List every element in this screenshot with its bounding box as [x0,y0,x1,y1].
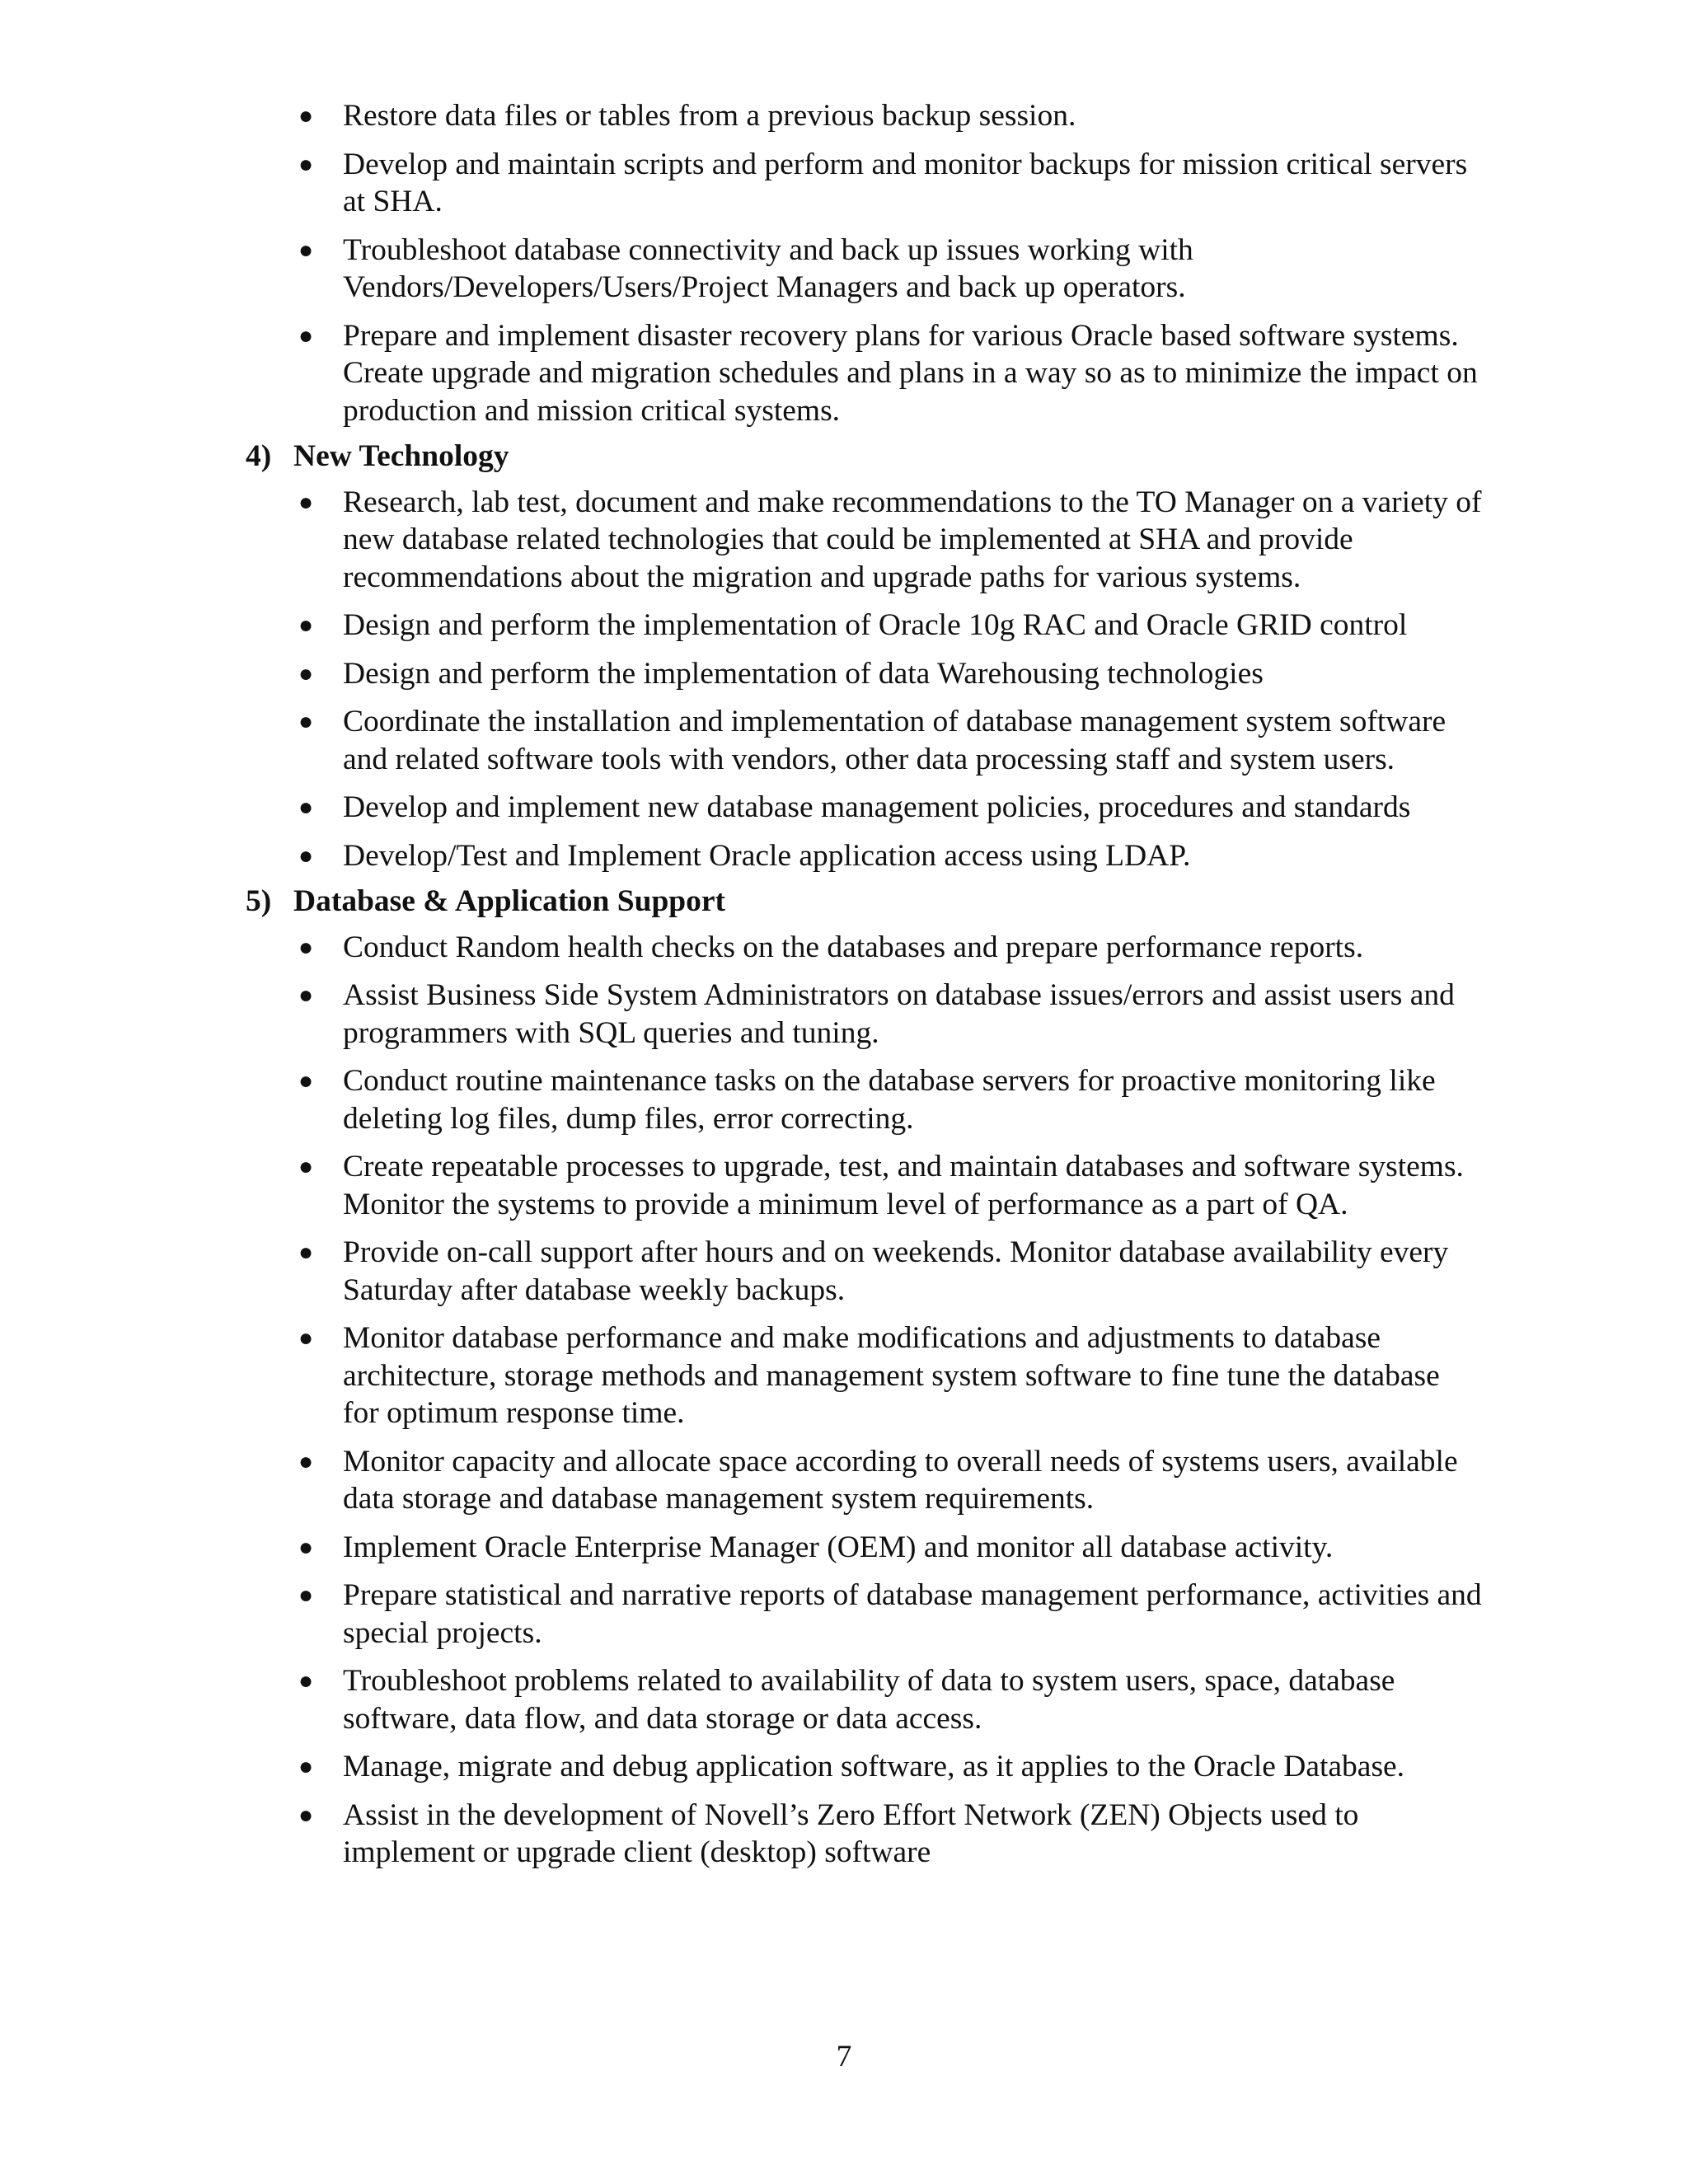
bullet-icon: ● [298,933,314,961]
bullet-icon: ● [298,150,314,178]
list-item: ● Design and perform the implementation of Oracle 10g RAC and Oracle GRID control [246,607,1482,644]
list-item: ● Assist Business Side System Administrators on database issues/errors and assist users and programmers with SQL queries and tuning. [298,978,1455,1050]
bullet-icon: ● [298,1801,314,1829]
list-item: ● Assist in the development of Novell’s Zero Effort Network (ZEN) Objects used to implement or upgrade client (desktop) software [298,1797,1359,1869]
bullet-icon: ● [298,1239,314,1266]
list-item: ● Develop/Test and Implement Oracle application access using LDAP. [246,837,1482,875]
bullet-icon: ● [298,1533,314,1561]
bullet-icon: ● [298,321,314,349]
bullet-icon: ● [298,488,314,516]
list-item: ● Monitor capacity and allocate space according to overall needs of systems users, available data storage and database management system requirements. [298,1444,1458,1516]
bullet-icon: ● [298,102,314,129]
list-item: ● Conduct routine maintenance tasks on the database servers for proactive monitoring like deleting log files, dump files, error correcting. [298,1064,1436,1136]
list-item: ● Research, lab test, document and make recommendations to the TO Manager on a variety of new database related technologies that could be implemented at SHA and provide recommendations about the migration and upgrade paths for various systems. [298,485,1482,594]
list-item: ● Troubleshoot database connectivity and back up issues working with Vendors/Developers/Users/Project Managers and back up operators. [298,232,1193,304]
list-item: ● Manage, migrate and debug application software, as it applies to the Oracle Database. [246,1748,1482,1786]
bullet-icon: ● [298,1324,314,1352]
new-technology-bullet-list [246,484,1482,875]
bullet-icon: ● [298,1753,314,1780]
list-item: ● Coordinate the installation and implementation of database management system software and related software tools with vendors, other data processing staff and system users. [298,705,1447,776]
page-number: 7 [836,2040,852,2074]
list-item: ● Prepare and implement disaster recovery plans for various Oracle based software systems. Create upgrade and migration schedules and plans in a way so as to minimize the impact on production and mission critical systems. [298,318,1478,428]
list-item: ● Prepare statistical and narrative reports of database management performance, activities and special projects. [298,1578,1482,1650]
bullet-icon: ● [298,236,314,264]
database-support-bullet-list [246,929,1482,1872]
list-item: ● Troubleshoot problems related to availability of data to system users, space, database software, data flow, and data storage or data access. [298,1664,1395,1736]
list-item: ● Restore data files or tables from a previous backup session. [246,97,1482,135]
list-item: ● Monitor database performance and make modifications and adjustments to database architecture, storage methods and management system software to fine tune the database for optimum response time. [298,1321,1440,1430]
bullet-icon: ● [298,1153,314,1180]
bullet-icon: ● [298,982,314,1009]
list-item: ● Create repeatable processes to upgrade, test, and maintain databases and software systems. Monitor the systems to provide a minimum level of performance as a part of QA. [298,1150,1464,1221]
bullet-icon: ● [298,612,314,639]
list-item: ● Implement Oracle Enterprise Manager (OEM) and monitor all database activity. [246,1529,1482,1567]
intro-bullet-list [246,97,1482,429]
section-heading-new-technology [246,438,1482,476]
bullet-icon: ● [298,659,314,687]
list-item: ● Design and perform the implementation of data Warehousing technologies [246,655,1482,693]
section-heading-database-application-support [246,883,1482,921]
list-item: ● Provide on-call support after hours and on weekends. Monitor database availability every Saturday after database weekly backups. [298,1235,1449,1307]
bullet-icon: ● [298,1067,314,1094]
bullet-icon: ● [298,1667,314,1694]
list-item: ● Develop and maintain scripts and perform and monitor backups for mission critical servers at SHA. [298,147,1468,218]
bullet-icon: ● [298,708,314,735]
list-item: ● Develop and implement new database management policies, procedures and standards [246,789,1482,827]
section-title: New Technology [293,439,509,473]
bullet-icon: ● [298,1582,314,1609]
section-title: Database & Application Support [293,884,726,918]
section-number: 5) [246,884,272,918]
bullet-icon: ● [298,841,314,869]
list-item: ● Conduct Random health checks on the databases and prepare performance reports. [246,929,1482,967]
section-number: 4) [246,439,272,473]
bullet-icon: ● [298,1447,314,1475]
bullet-icon: ● [298,794,314,821]
page-content [246,97,1482,1882]
